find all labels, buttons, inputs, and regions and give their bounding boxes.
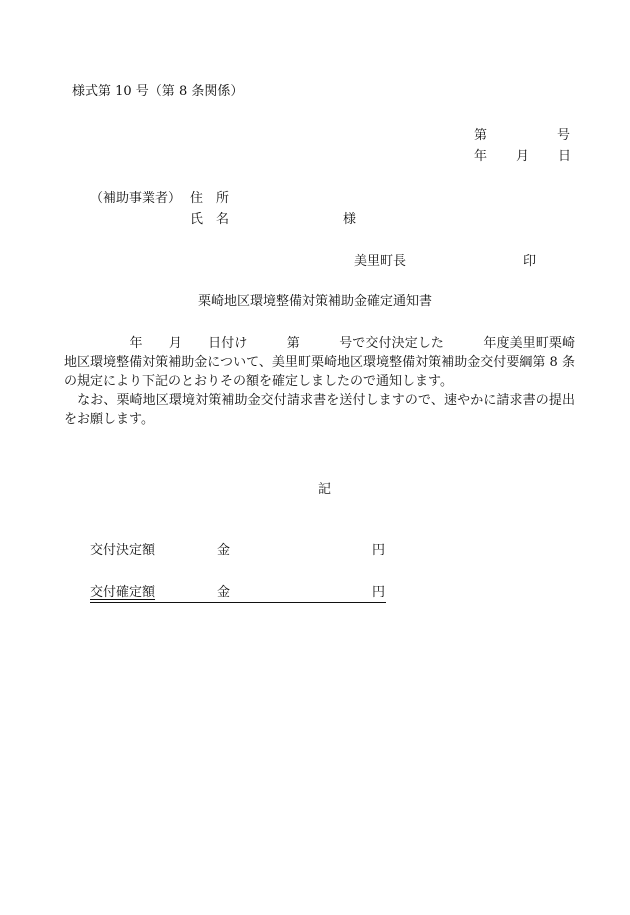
name-label: 氏 名 — [190, 212, 230, 227]
honorific-sama: 様 — [343, 212, 357, 227]
date-month: 月 — [516, 149, 530, 164]
ki-mark: 記 — [318, 482, 332, 497]
amount-underline — [90, 602, 386, 603]
amount-label: 交付確定額 — [90, 585, 156, 600]
amount-prefix: 金 — [217, 543, 231, 558]
recipient-label: （補助事業者） — [90, 191, 182, 206]
address-label: 住 所 — [190, 191, 230, 206]
seal-mark: 印 — [523, 254, 537, 269]
date-day: 日 — [558, 149, 572, 164]
body-paragraph-2: なお、栗崎地区環境対策補助金交付請求書を送付しますので、速やかに請求書の提出をお願します。 — [64, 393, 575, 427]
body-paragraph-1: 年 月 日付け 第 号で交付決定した 年度美里町栗崎地区環境整備対策補助金について、美里町栗崎地区環境整備対策補助金交付要綱第 8 条の規定により下記のとおりその額を確定しましたので通知します。 — [64, 336, 575, 389]
amount-unit: 円 — [372, 543, 386, 558]
body-text — [64, 334, 575, 429]
amount-label: 交付決定額 — [90, 543, 156, 558]
amount-prefix: 金 — [217, 585, 231, 600]
document-number-dai: 第 — [474, 128, 488, 143]
document-title: 栗崎地区環境整備対策補助金確定通知書 — [198, 294, 433, 309]
form-header: 様式第 10 号（第 8 条関係） — [72, 84, 244, 99]
date-year: 年 — [474, 149, 488, 164]
document-number-go: 号 — [557, 128, 571, 143]
issuer-title: 美里町長 — [354, 254, 407, 269]
amount-unit: 円 — [372, 585, 386, 600]
